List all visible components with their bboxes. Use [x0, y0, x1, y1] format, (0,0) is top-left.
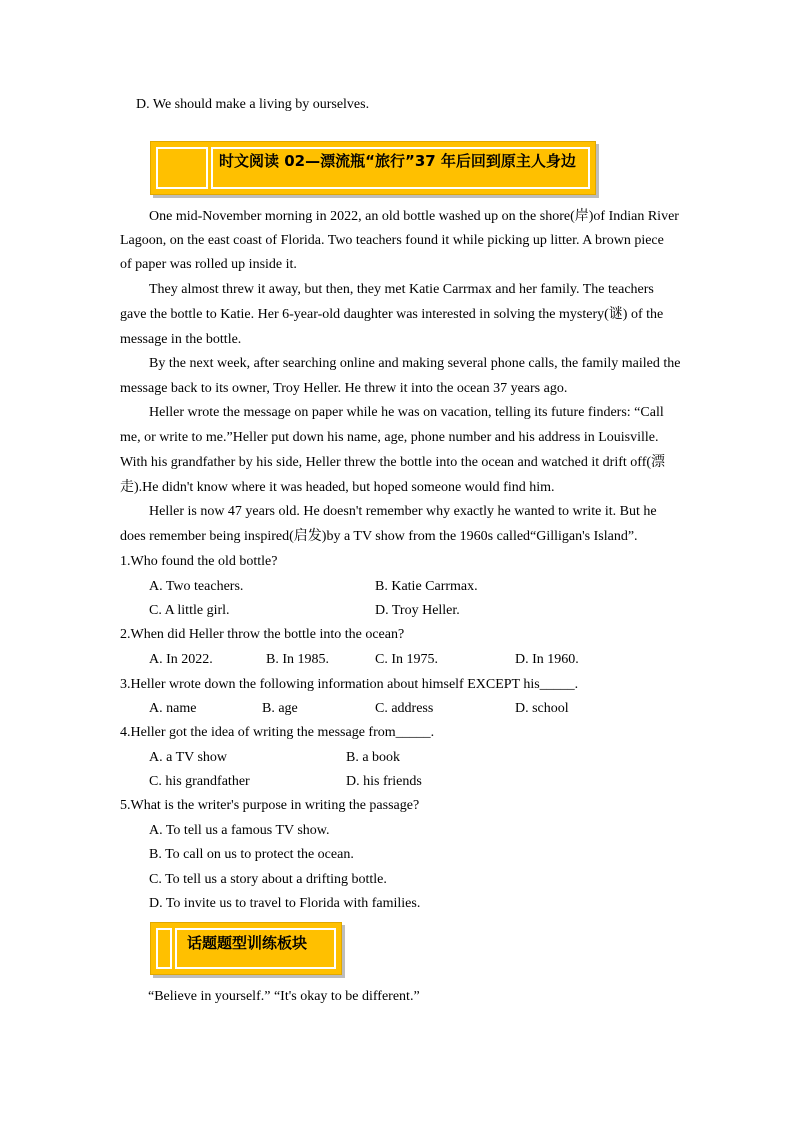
question-5-option-a: A. To tell us a famous TV show. [149, 823, 330, 838]
paragraph-5-line-2: does remember being inspired(启发)by a TV show from the 1960s called“Gilligan's Island”. [120, 529, 638, 544]
banner2-title: 话题题型训练板块 [187, 934, 308, 952]
question-2-option-b: B. In 1985. [266, 652, 329, 667]
paragraph-4-line-4: 走).He didn't know where it was headed, but hoped someone would find him. [120, 480, 555, 495]
question-4: 4.Heller got the idea of writing the message from_____. [120, 725, 435, 740]
paragraph-1-line-1: One mid-November morning in 2022, an old bottle washed up on the shore(岸)of Indian River [149, 209, 679, 224]
paragraph-1-line-3: of paper was rolled up inside it. [120, 257, 297, 272]
question-4-option-a: A. a TV show [149, 750, 228, 765]
question-3-option-d: D. school [515, 701, 569, 716]
question-1: 1.Who found the old bottle? [120, 554, 278, 569]
question-3-option-c: C. address [375, 701, 434, 716]
question-5-option-c: C. To tell us a story about a drifting bottle. [149, 872, 387, 887]
question-4-option-c: C. his grandfather [149, 774, 250, 789]
question-5-option-d: D. To invite us to travel to Florida with families. [149, 896, 421, 911]
question-1-option-a: A. Two teachers. [149, 579, 244, 594]
banner-title: 时文阅读 02—漂流瓶“旅行”37 年后回到原主人身边 [219, 152, 576, 170]
question-3-option-a: A. name [149, 701, 197, 716]
question-1-option-c: C. A little girl. [149, 603, 230, 618]
question-5-option-b: B. To call on us to protect the ocean. [149, 847, 354, 862]
question-2-option-c: C. In 1975. [375, 652, 438, 667]
question-4-option-b: B. a book [346, 750, 401, 765]
question-2: 2.When did Heller throw the bottle into the ocean? [120, 627, 405, 642]
question-5: 5.What is the writer's purpose in writing the passage? [120, 798, 420, 813]
paragraph-4-line-2: me, or write to me.”Heller put down his name, age, phone number and his address in Louisville. [120, 430, 659, 445]
question-3: 3.Heller wrote down the following information about himself EXCEPT his_____. [120, 677, 579, 692]
section-banner-news-reading [150, 141, 596, 195]
question-1-option-b: B. Katie Carrmax. [375, 579, 478, 594]
paragraph-2-line-1: They almost threw it away, but then, they met Katie Carrmax and her family. The teachers [149, 282, 654, 297]
question-2-option-a: A. In 2022. [149, 652, 213, 667]
paragraph-1-line-2: Lagoon, on the east coast of Florida. Two teachers found it while picking up litter. A brown piece [120, 233, 664, 248]
paragraph-2-line-2: gave the bottle to Katie. Her 6-year-old daughter was interested in solving the mystery(谜) of the [120, 307, 664, 322]
paragraph-2-line-3: message in the bottle. [120, 332, 242, 347]
banner2-left-box [156, 928, 172, 969]
paragraph-5-line-1: Heller is now 47 years old. He doesn't remember why exactly he wanted to write it. But he [149, 504, 657, 519]
banner-left-box [156, 147, 208, 189]
option-d-previous: D. We should make a living by ourselves. [136, 97, 370, 112]
paragraph-4-line-1: Heller wrote the message on paper while he was on vacation, telling its future finders: “Call [149, 405, 664, 420]
question-4-option-d: D. his friends [346, 774, 422, 789]
paragraph-4-line-3: With his grandfather by his side, Heller threw the bottle into the ocean and watched it drift off(漂 [120, 455, 666, 470]
question-1-option-d: D. Troy Heller. [375, 603, 460, 618]
question-3-option-b: B. age [262, 701, 298, 716]
quote-line: “Believe in yourself.” “It's okay to be different.” [148, 989, 420, 1004]
paragraph-3-line-2: message back to its owner, Troy Heller. He threw it into the ocean 37 years ago. [120, 381, 568, 396]
question-2-option-d: D. In 1960. [515, 652, 579, 667]
section-banner-topic-training [150, 922, 342, 975]
paragraph-3-line-1: By the next week, after searching online and making several phone calls, the family mailed the [149, 356, 681, 371]
